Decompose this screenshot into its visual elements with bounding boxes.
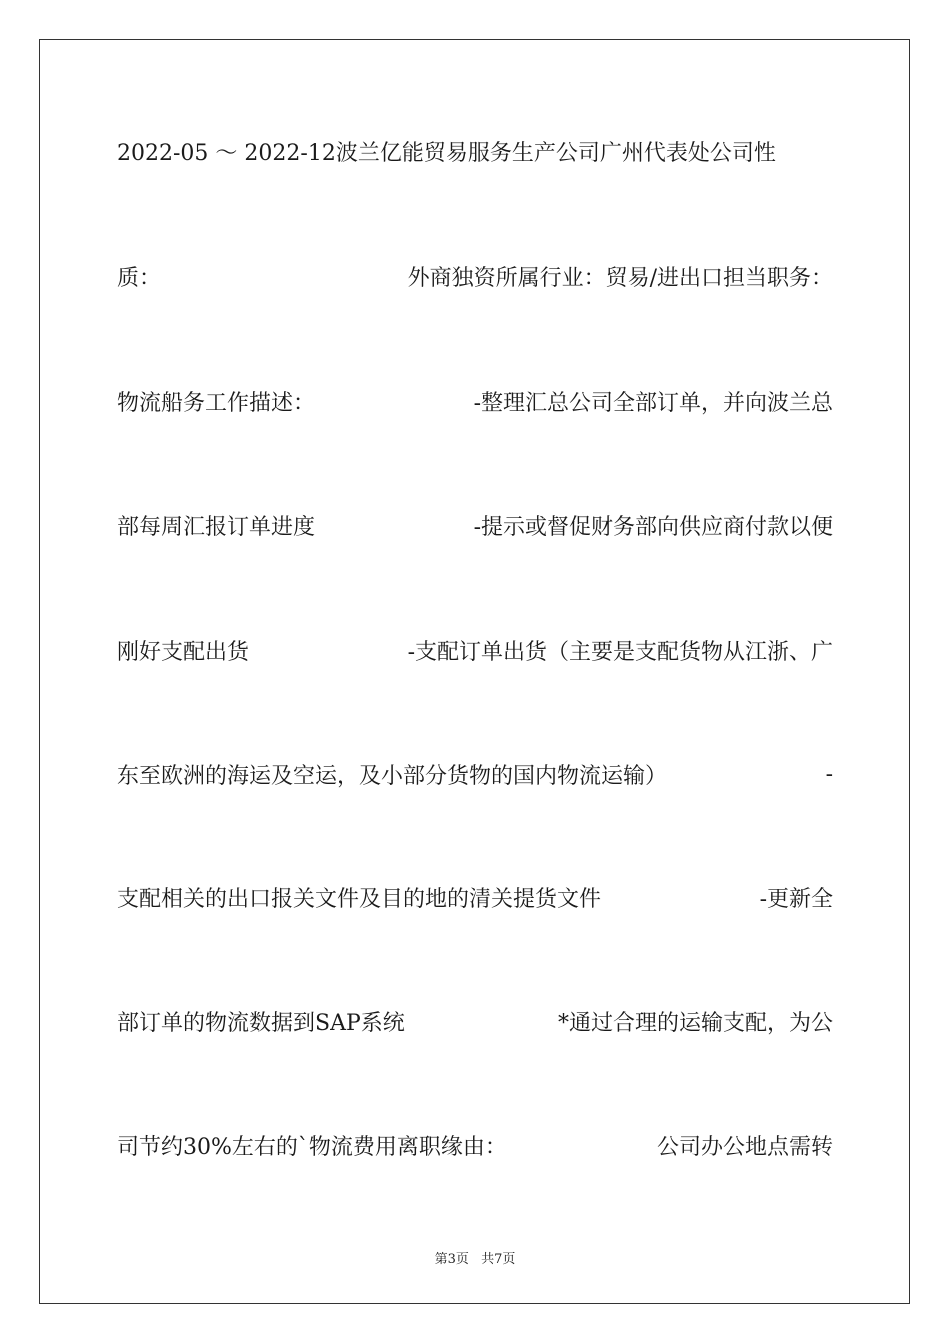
text-line-5-right: -支配订单出货（主要是支配货物从江浙、广	[407, 639, 833, 665]
text-line-6-left: 东至欧洲的海运及空运，及小部分货物的国内物流运输）	[117, 763, 668, 789]
text-line-4-left: 部每周汇报订单进度	[117, 514, 316, 540]
text-line-9-left: 司节约30%左右的`物流费用离职缘由：	[117, 1134, 507, 1160]
page-border	[39, 39, 910, 1304]
text-line-1-left: 2022-05 ～ 2022-12波兰亿能贸易服务生产公司广州代表处公司性	[117, 140, 776, 166]
page-footer	[0, 1248, 950, 1267]
text-line-5	[117, 630, 833, 670]
text-line-8-right: *通过合理的运输支配，为公	[557, 1010, 833, 1036]
text-line-4	[117, 505, 833, 545]
text-line-2-right: 外商独资所属行业：贸易/进出口担当职务：	[407, 265, 833, 291]
text-line-3-right: -整理汇总公司全部订单，并向波兰总	[473, 390, 833, 416]
text-line-3	[117, 381, 833, 421]
text-line-8-left: 部订单的物流数据到SAP系统	[117, 1010, 405, 1036]
page-number: 第3页	[434, 1252, 469, 1267]
text-line-6-right: -	[825, 761, 833, 787]
page-total: 共7页	[481, 1252, 516, 1267]
text-line-9-right: 公司办公地点需转	[656, 1134, 833, 1160]
text-line-8	[117, 1001, 833, 1041]
text-line-6	[117, 754, 833, 794]
text-line-7	[117, 877, 833, 917]
text-line-7-left: 支配相关的出口报关文件及目的地的清关提货文件	[117, 886, 602, 912]
text-line-7-right: -更新全	[759, 886, 833, 912]
text-line-3-left: 物流船务工作描述：	[117, 390, 316, 416]
text-line-1	[117, 131, 833, 171]
text-line-4-right: -提示或督促财务部向供应商付款以便	[473, 514, 833, 540]
text-line-2-left: 质：	[117, 265, 162, 291]
text-line-9	[117, 1125, 833, 1165]
text-line-2	[117, 256, 833, 296]
text-line-5-left: 刚好支配出货	[117, 639, 250, 665]
